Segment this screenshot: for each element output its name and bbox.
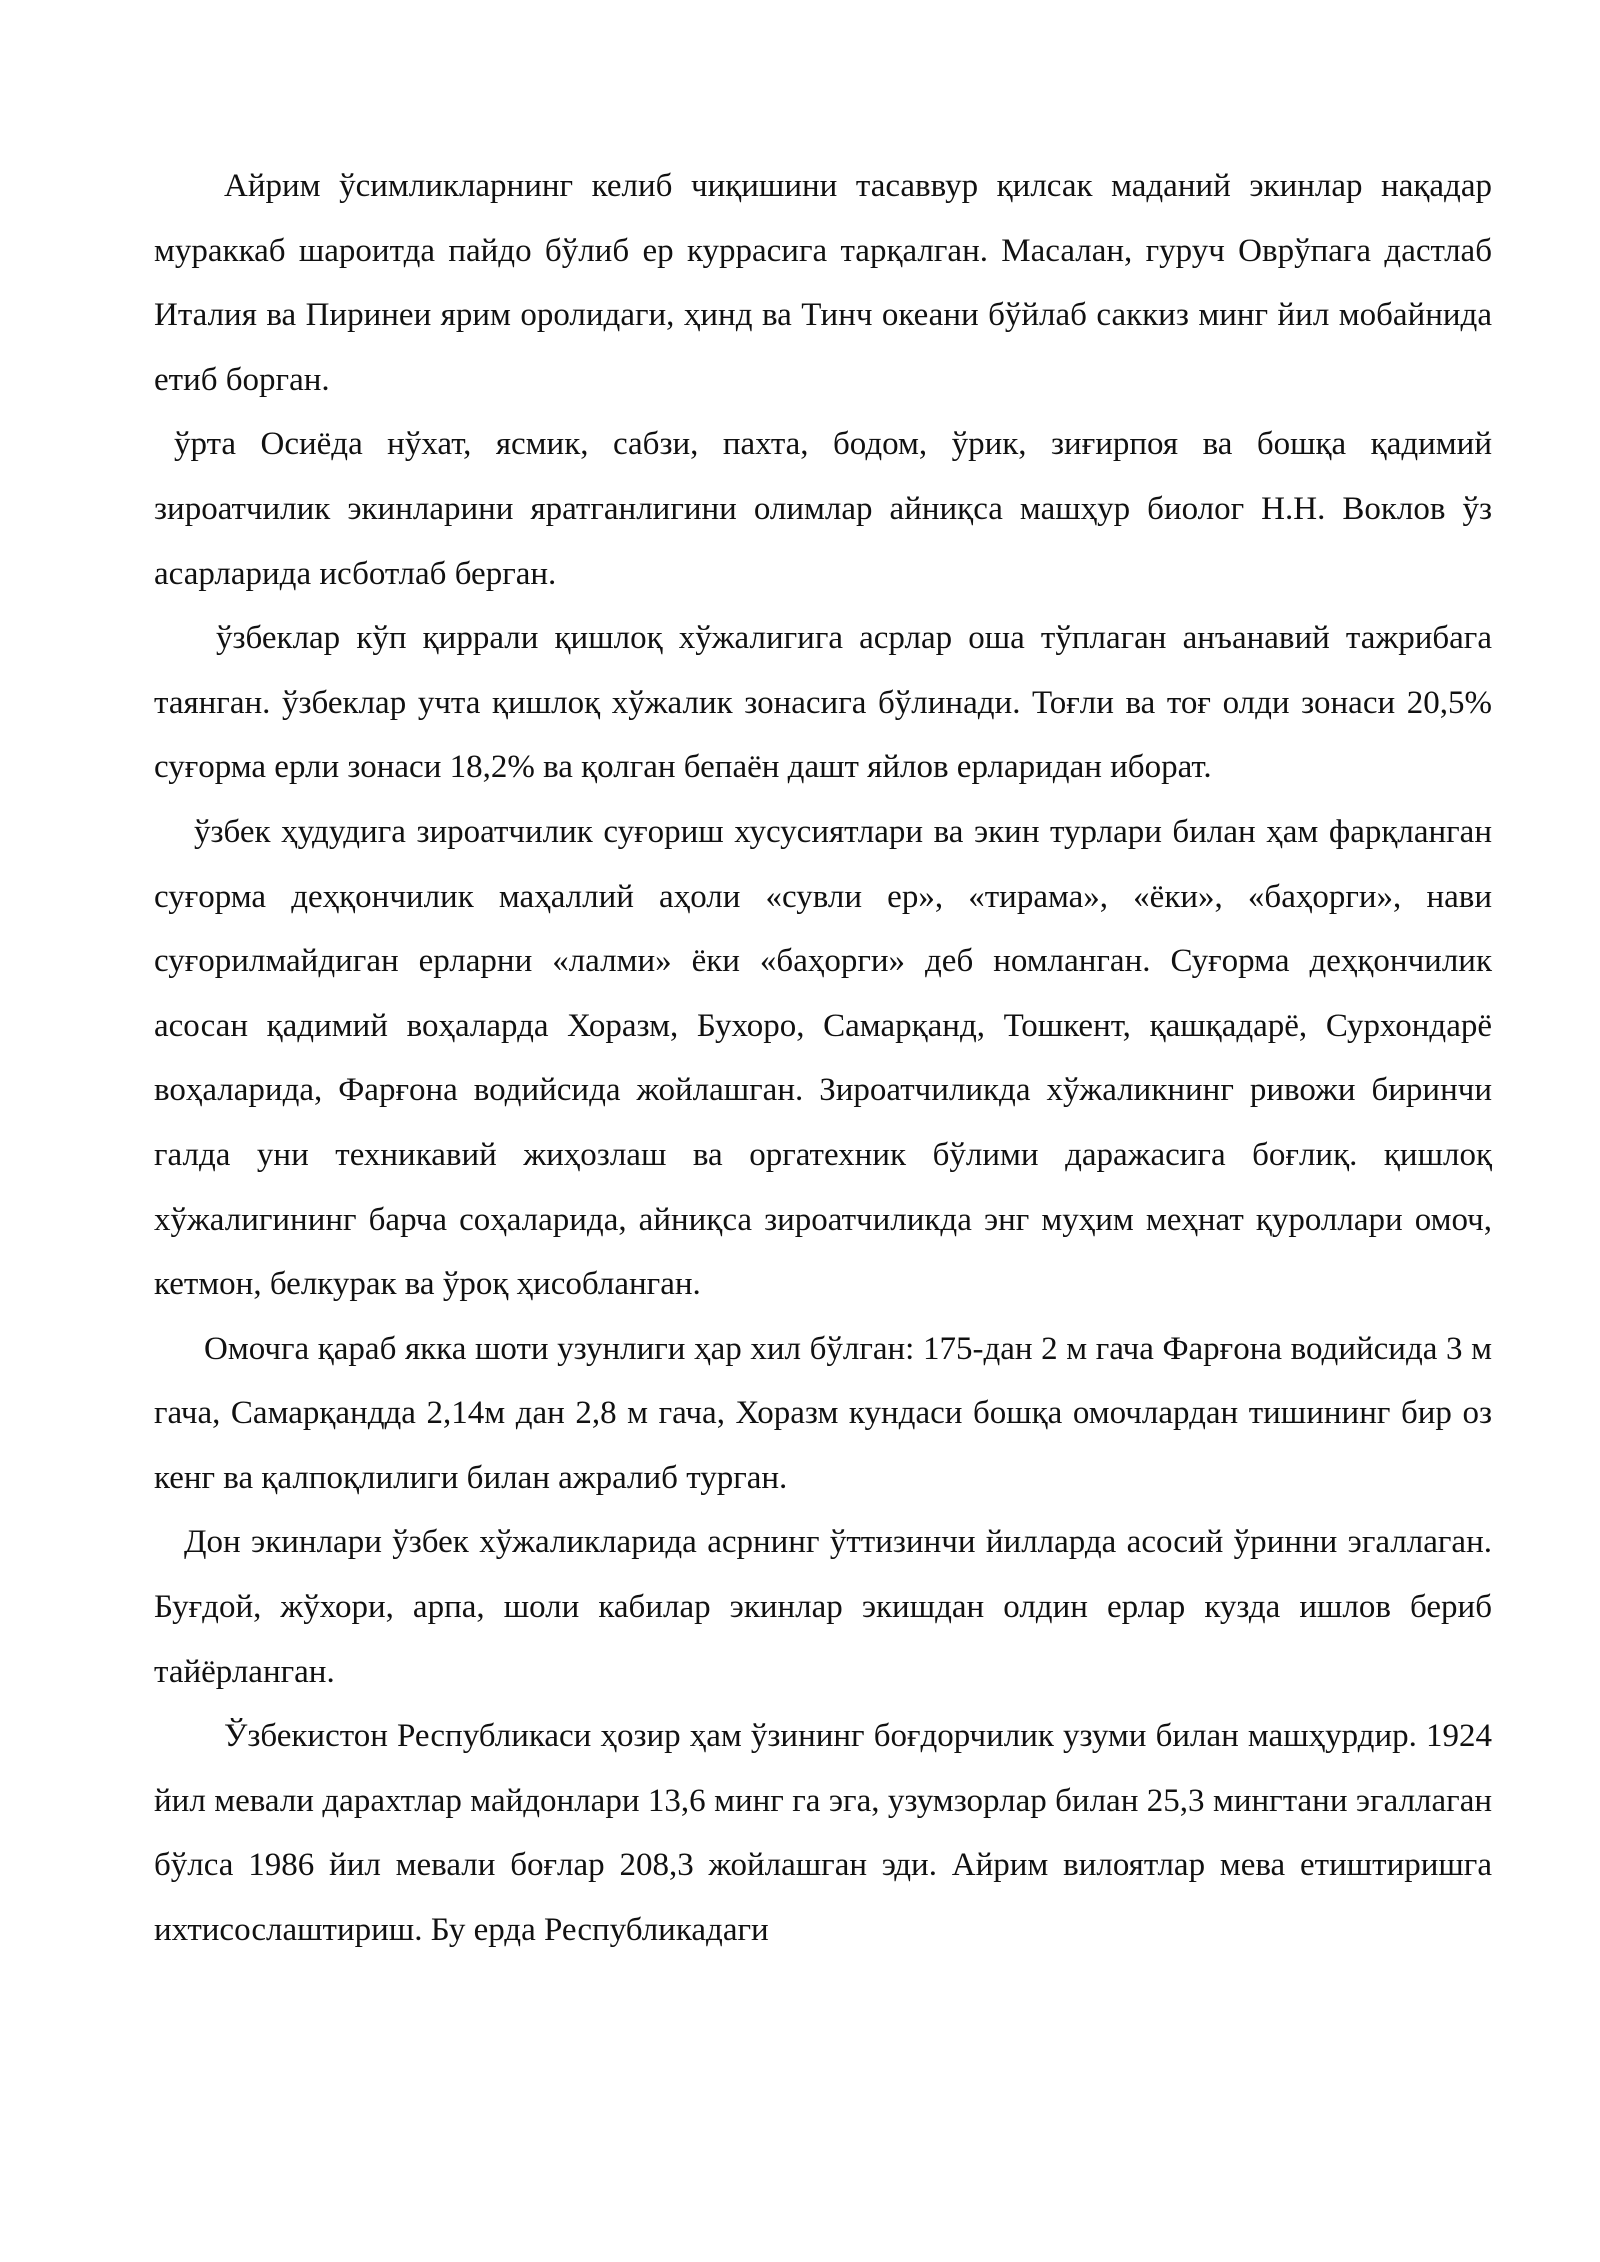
paragraph-grain-crops: Дон экинлари ўзбек хўжаликларида асрнинг ўттизинчи йилларда асосий ўринни эгаллаган. Буғдой, жўхори, арпа, шоли кабилар экинлар экишдан олдин ерлар кузда ишлов бериб тайёрланган. [154, 1524, 1492, 1690]
paragraph-irrigated-farming: ўзбек ҳудудига зироатчилик суғориш хусусиятлари ва экин турлари билан ҳам фарқланган суғорма деҳқончилик маҳаллий аҳоли «сувли ер», «тирама», «ёки», «баҳорги», нави суғорилмайдиган ерларни «лалми» ёки «баҳорги» деб номланган. Суғорма деҳқончилик асосан қадимий воҳаларда Хоразм, Бухоро, Самарқанд, Тошкент, қашқадарё, Сурхондарё воҳаларида, Фарғона водийсида жойлашган. Зироатчиликда хўжаликнинг ривожи биринчи галда уни техникавий жиҳозлаш ва оргатехник бўлими даражасига боғлиқ. қишлоқ хўжалигининг барча соҳаларида, айниқса зироатчиликда энг муҳим меҳнат қуроллари омоч, кетмон, белкурак ва ўроқ ҳисобланган. [154, 813, 1492, 1303]
document-page [154, 154, 1492, 1963]
paragraph-plant-origins: Айрим ўсимликларнинг келиб чиқишини тасаввур қилсак маданий экинлар нақадар мураккаб шароитда пайдо бўлиб ер куррасига тарқалган. Масалан, гуруч Оврўпага дастлаб Италия ва Пиринеи ярим оролидаги, ҳинд ва Тинч океани бўйлаб саккиз минг йил мобайнида етиб борган. [154, 168, 1492, 398]
paragraph-horticulture: Ўзбекистон Республикаси ҳозир ҳам ўзининг боғдорчилик узуми билан машҳурдир. 1924 йил мевали дарахтлар майдонлари 13,6 минг га эга, узумзорлар билан 25,3 мингтани эгаллаган бўлса 1986 йил мевали боғлар 208,3 жойлашган эди. Айрим вилоятлар мева етиштиришга ихтисослаштириш. Бу ерда Республикадаги [154, 1718, 1492, 1949]
paragraph-plough-tools: Омочга қараб якка шоти узунлиги ҳар хил бўлган: 175-дан 2 м гача Фарғона водийсида 3 м гача, Самарқандда 2,14м дан 2,8 м гача, Хоразм кундаси бошқа омочлардан тишининг бир оз кенг ва қалпоқлилиги билан ажралиб турган. [154, 1330, 1492, 1496]
paragraph-agricultural-zones: ўзбеклар кўп қиррали қишлоқ хўжалигига асрлар оша тўплаган анъанавий тажрибага таянган. ўзбеклар учта қишлоқ хўжалик зонасига бўлинади. Тоғли ва тоғ олди зонаси 20,5% суғорма ерли зонаси 18,2% ва қолган бепаён дашт яйлов ерларидан иборат. [154, 620, 1492, 786]
paragraph-central-asia-crops: ўрта Осиёда нўхат, ясмик, сабзи, пахта, бодом, ўрик, зиғирпоя ва бошқа қадимий зироатчилик экинларини яратганлигини олимлар айниқса машҳур биолог Н.Н. Воклов ўз асарларида исботлаб берган. [154, 426, 1492, 592]
